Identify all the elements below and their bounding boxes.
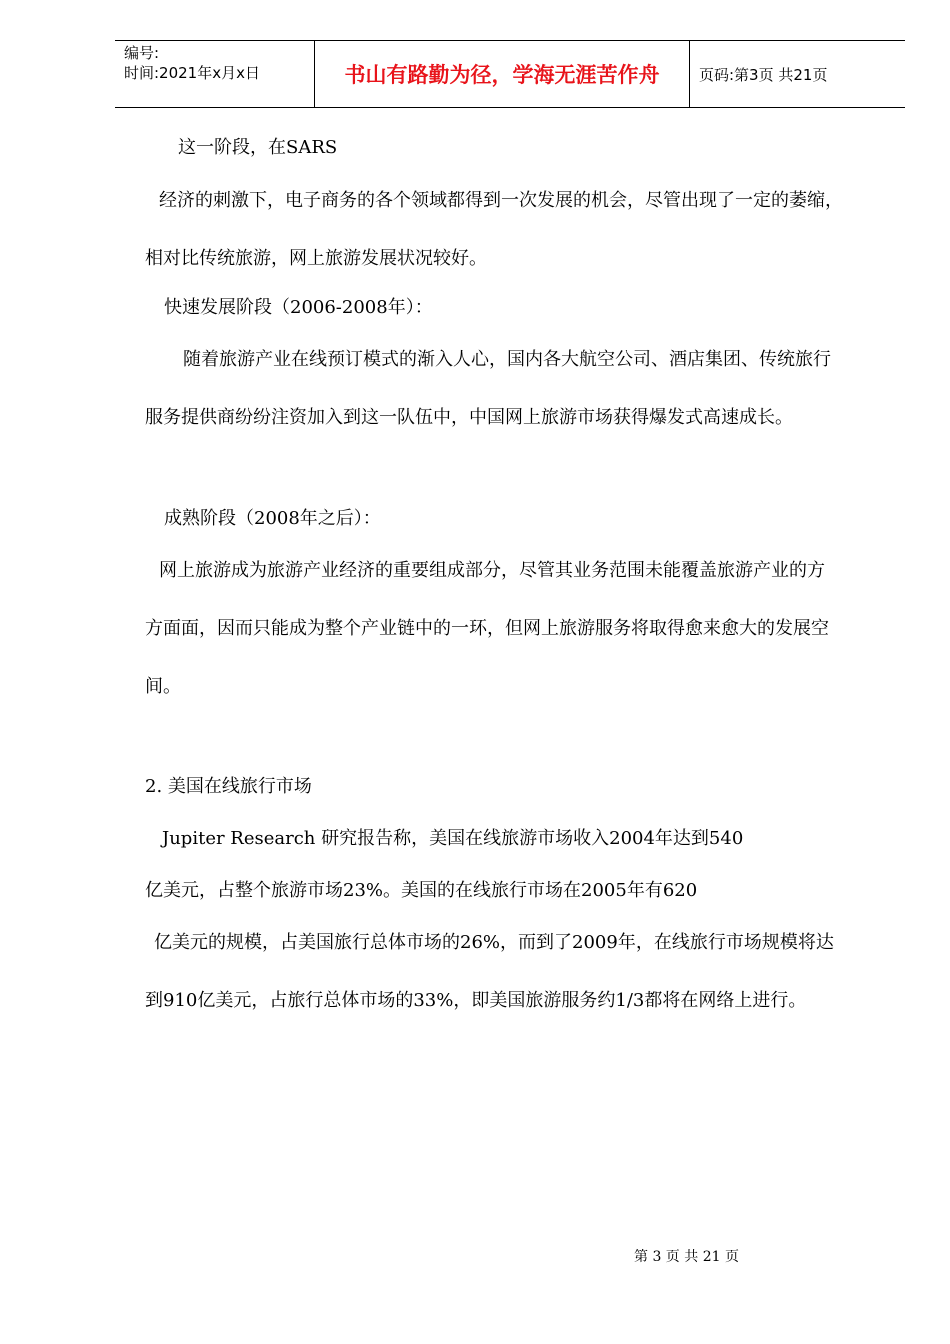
header-date-label: 时间:2021年x月x日	[124, 64, 260, 82]
paragraph-line: 经济的刺激下，电子商务的各个领域都得到一次发展的机会，尽管出现了一定的萎缩，	[159, 190, 843, 211]
paragraph-line: 亿美元，占整个旅游市场23%。美国的在线旅行市场在2005年有620	[145, 880, 698, 901]
page-footer: 第 3 页 共 21 页	[634, 1249, 739, 1265]
paragraph-line: 方面面，因而只能成为整个产业链中的一环，但网上旅游服务将取得愈来愈大的发展空	[145, 618, 829, 639]
paragraph-line: 亿美元的规模，占美国旅行总体市场的26%，而到了2009年，在线旅行市场规模将达	[154, 932, 834, 953]
paragraph-line: 随着旅游产业在线预订模式的渐入人心，国内各大航空公司、酒店集团、传统旅行	[183, 349, 831, 370]
header-page-info: 页码:第3页 共21页	[699, 65, 828, 84]
header-meta	[115, 41, 315, 107]
paragraph-line: Jupiter Research 研究报告称，美国在线旅游市场收入2004年达到540	[162, 828, 744, 849]
paragraph-line: 这一阶段，在SARS	[178, 137, 338, 158]
paragraph-line: 到910亿美元，占旅行总体市场的33%，即美国旅游服务约1/3都将在网络上进行。	[145, 990, 807, 1011]
header-number-label: 编号:	[124, 44, 160, 62]
page-header	[115, 40, 905, 108]
section-heading: 成熟阶段（2008年之后）：	[164, 508, 381, 529]
paragraph-line: 服务提供商纷纷注资加入到这一队伍中，中国网上旅游市场获得爆发式高速成长。	[145, 407, 793, 428]
section-heading: 快速发展阶段（2006-2008年）：	[164, 297, 433, 318]
paragraph-line: 间。	[145, 676, 181, 697]
section-heading: 2. 美国在线旅行市场	[145, 776, 312, 797]
header-motto: 书山有路勤为径，学海无涯苦作舟	[315, 41, 690, 107]
paragraph-line: 相对比传统旅游，网上旅游发展状况较好。	[145, 248, 487, 269]
paragraph-line: 网上旅游成为旅游产业经济的重要组成部分，尽管其业务范围未能覆盖旅游产业的方	[159, 560, 825, 581]
